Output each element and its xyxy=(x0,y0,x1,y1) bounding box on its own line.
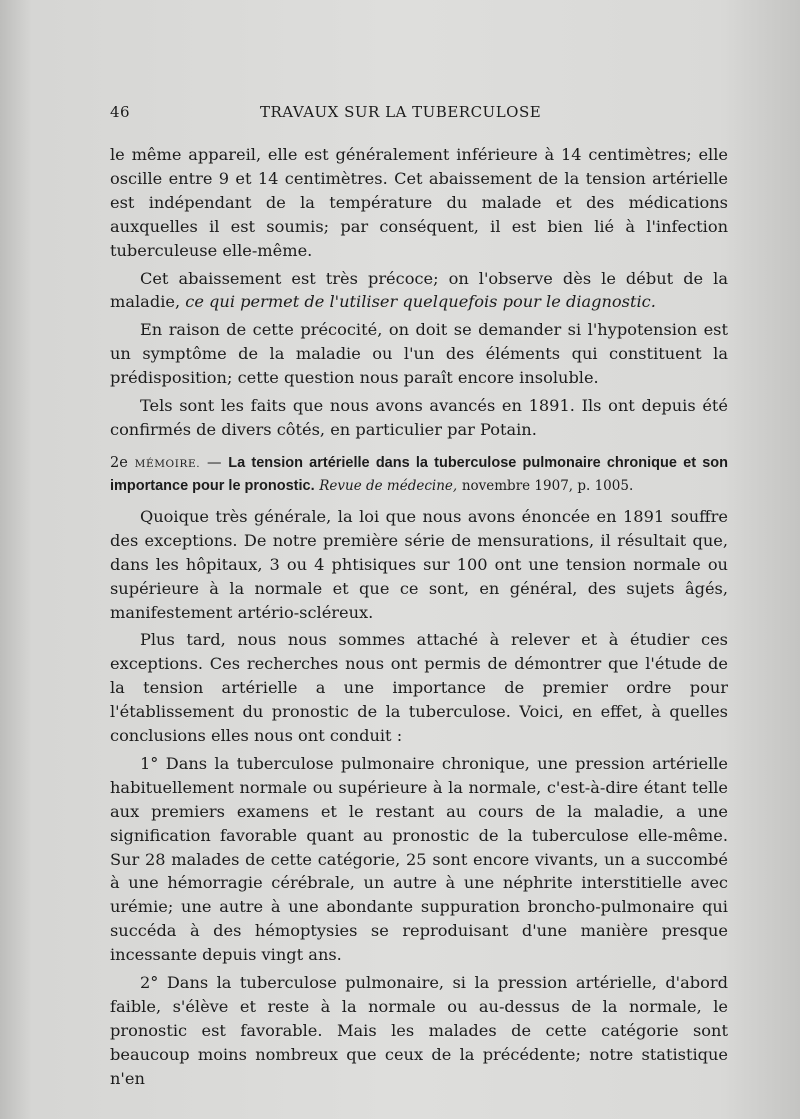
memoire-title: La tension artérielle dans la tuberculose pulmonaire chronique et son importance pour le pronostic. xyxy=(110,454,729,494)
paragraph: Plus tard, nous nous sommes attaché à relever et à étudier ces exceptions. Ces recherches nous ont permis de démontrer que l'étude de la tension artérielle a une importance de premier ordre pour l'établissement du pronostic de la tuberculose. Voici, en effet, à quelles conclusions elles nous ont conduit : xyxy=(110,630,728,746)
paragraph: Quoique très générale, la loi que nous avons énoncée en 1891 souffre des exceptions. De notre première série de mensurations, il résultait que, dans les hôpitaux, 3 ou 4 phtisiques sur 100 ont une tension normale ou supérieure à la normale et que ce sont, en général, des sujets âgés, manifestement artério-scléreux. xyxy=(110,506,728,622)
running-header xyxy=(110,103,728,127)
running-title: TRAVAUX SUR LA TUBERCULOSE xyxy=(260,103,542,121)
paragraph-text: Cet abaissement est très précoce; on l'observe dès le début de la maladie, xyxy=(110,268,728,312)
memoire-label: MÉMOIRE. xyxy=(134,457,201,470)
paragraph: Tels sont les faits que nous avons avancés en 1891. Ils ont depuis été confirmés de divers côtés, en particulier par Potain. xyxy=(110,396,728,439)
paragraph xyxy=(110,267,728,315)
memoire-number: 2e xyxy=(110,454,128,471)
paragraph: 2° Dans la tuberculose pulmonaire, si la pression artérielle, d'abord faible, s'élève et reste à la normale ou au-dessus de la normale, le pronostic est favorable. Mais les malades de cette catégorie sont beaucoup moins nombreux que ceux de la précédente; notre statistique n'en xyxy=(110,973,728,1088)
page-number: 46 xyxy=(110,103,131,121)
memoire-reference xyxy=(110,452,728,497)
publication-date: novembre 1907, p. 1005. xyxy=(461,477,634,494)
paragraph: 1° Dans la tuberculose pulmonaire chronique, une pression artérielle habituellement normale ou supérieure à la normale, c'est-à-dire étant telle aux premiers examens et le restant au cours de la maladie, a une signification favorable quant au pronostic de la tuberculose elle-même. Sur 28 malades de cette catégorie, 25 sont encore vivants, un a succombé à une hémorragie cérébrale, un autre à une néphrite interstitielle avec urémie; une autre à une abondante suppuration broncho-pulmonaire qui succéda à des hémoptysies se reproduisant d'une manière presque incessante depuis vingt ans. xyxy=(110,753,728,965)
italic-phrase: ce qui permet de l'utiliser quelquefois pour le diagnostic. xyxy=(185,292,656,312)
body-text xyxy=(110,143,728,1091)
paragraph: le même appareil, elle est généralement inférieure à 14 centimètres; elle oscille entre 9 et 14 centimètres. Cet abaissement de la tension artérielle est indépendant de la température du malade et des médications auxquelles il est soumis; par conséquent, il est bien lié à l'infection tuberculeuse elle-même. xyxy=(110,145,728,260)
memoire-dash: — xyxy=(207,454,222,471)
paragraph: En raison de cette précocité, on doit se demander si l'hypotension est un symptôme de la maladie ou l'un des éléments qui constituent la prédisposition; cette question nous paraît encore insoluble. xyxy=(110,320,728,388)
journal-name: Revue de médecine, xyxy=(319,477,458,494)
